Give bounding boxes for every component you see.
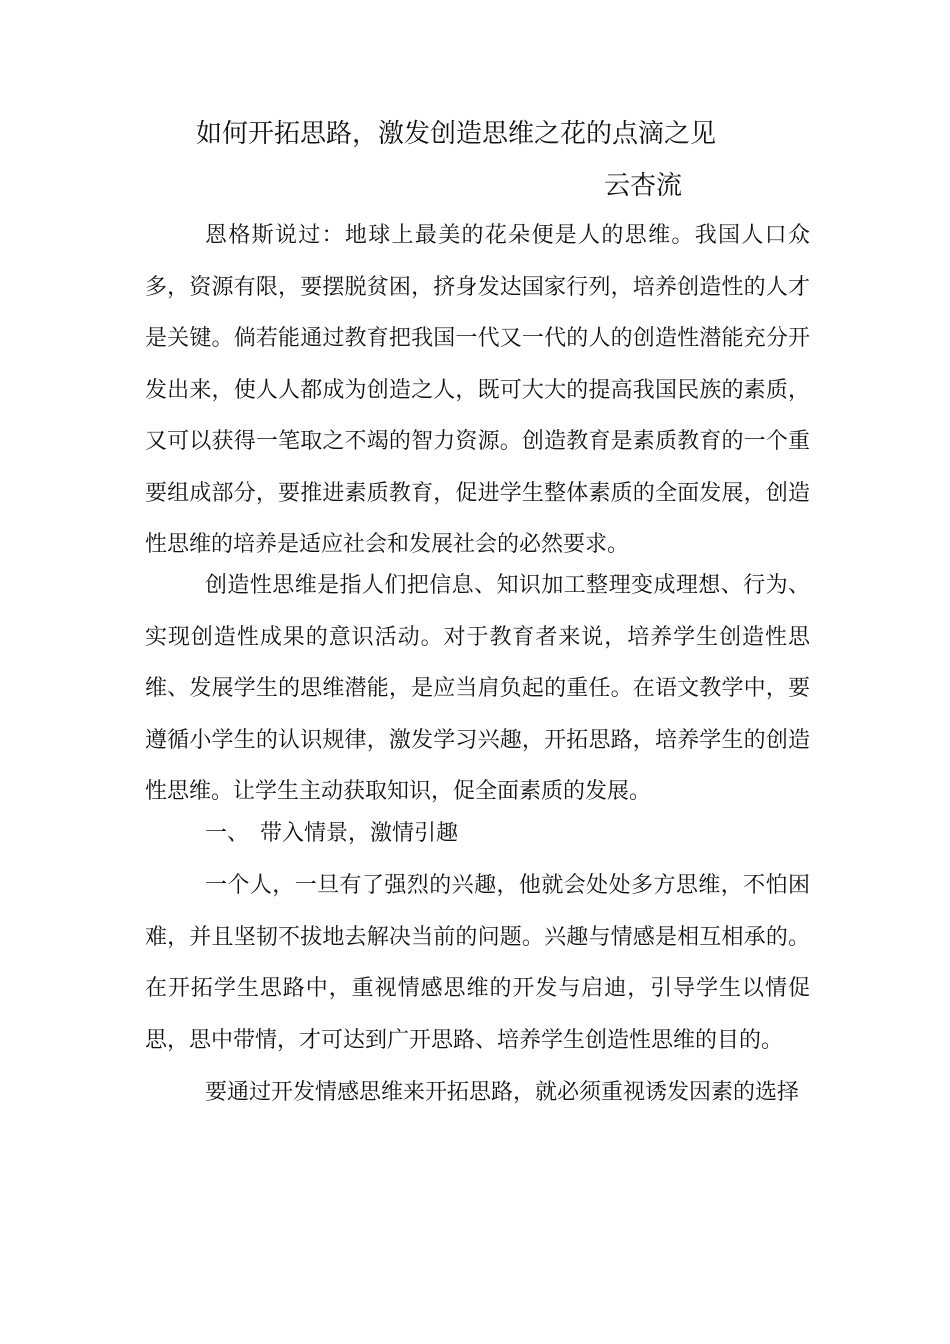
paragraph-intro: 恩格斯说过：地球上最美的花朵便是人的思维。我国人口众多，资源有限，要摆脱贫困，挤身发达国家行列，培养创造性的人才是关键。倘若能通过教育把我国一代又一代的人的创造性潜能充分开发出来，使人人都成为创造之人，既可大大的提高我国民族的素质，又可以获得一笔取之不竭的智力资源。创造教育是素质教育的一个重要组成部分，要推进素质教育，促进学生整体素质的全面发展，创造性思维的培养是适应社会和发展社会的必然要求。 <box>145 223 810 557</box>
document-title: 如何开拓思路，激发创造思维之花的点滴之见 <box>196 119 717 149</box>
paragraph-emotion: 要通过开发情感思维来开拓思路，就必须重视诱发因素的选择 <box>205 1080 800 1105</box>
paragraph-definition: 创造性思维是指人们把信息、知识加工整理变成理想、行为、实现创造性成果的意识活动。对于教育者来说，培养学生创造性思维、发展学生的思维潜能，是应当肩负起的重任。在语文教学中，要遵循小学生的认识规律，激发学习兴趣，开拓思路，培养学生的创造性思维。让学生主动获取知识，促全面素质的发展。 <box>145 573 810 804</box>
author-name: 云杏流 <box>604 171 683 201</box>
paragraph-interest: 一个人，一旦有了强烈的兴趣，他就会处处多方思维，不怕困难，并且坚韧不拔地去解决当前的问题。兴趣与情感是相互相承的。在开拓学生思路中，重视情感思维的开发与启迪，引导学生以情促思，思中带情，才可达到广开思路、培养学生创造性思维的目的。 <box>145 873 810 1053</box>
section-heading-1: 一、 带入情景，激情引趣 <box>205 821 459 846</box>
